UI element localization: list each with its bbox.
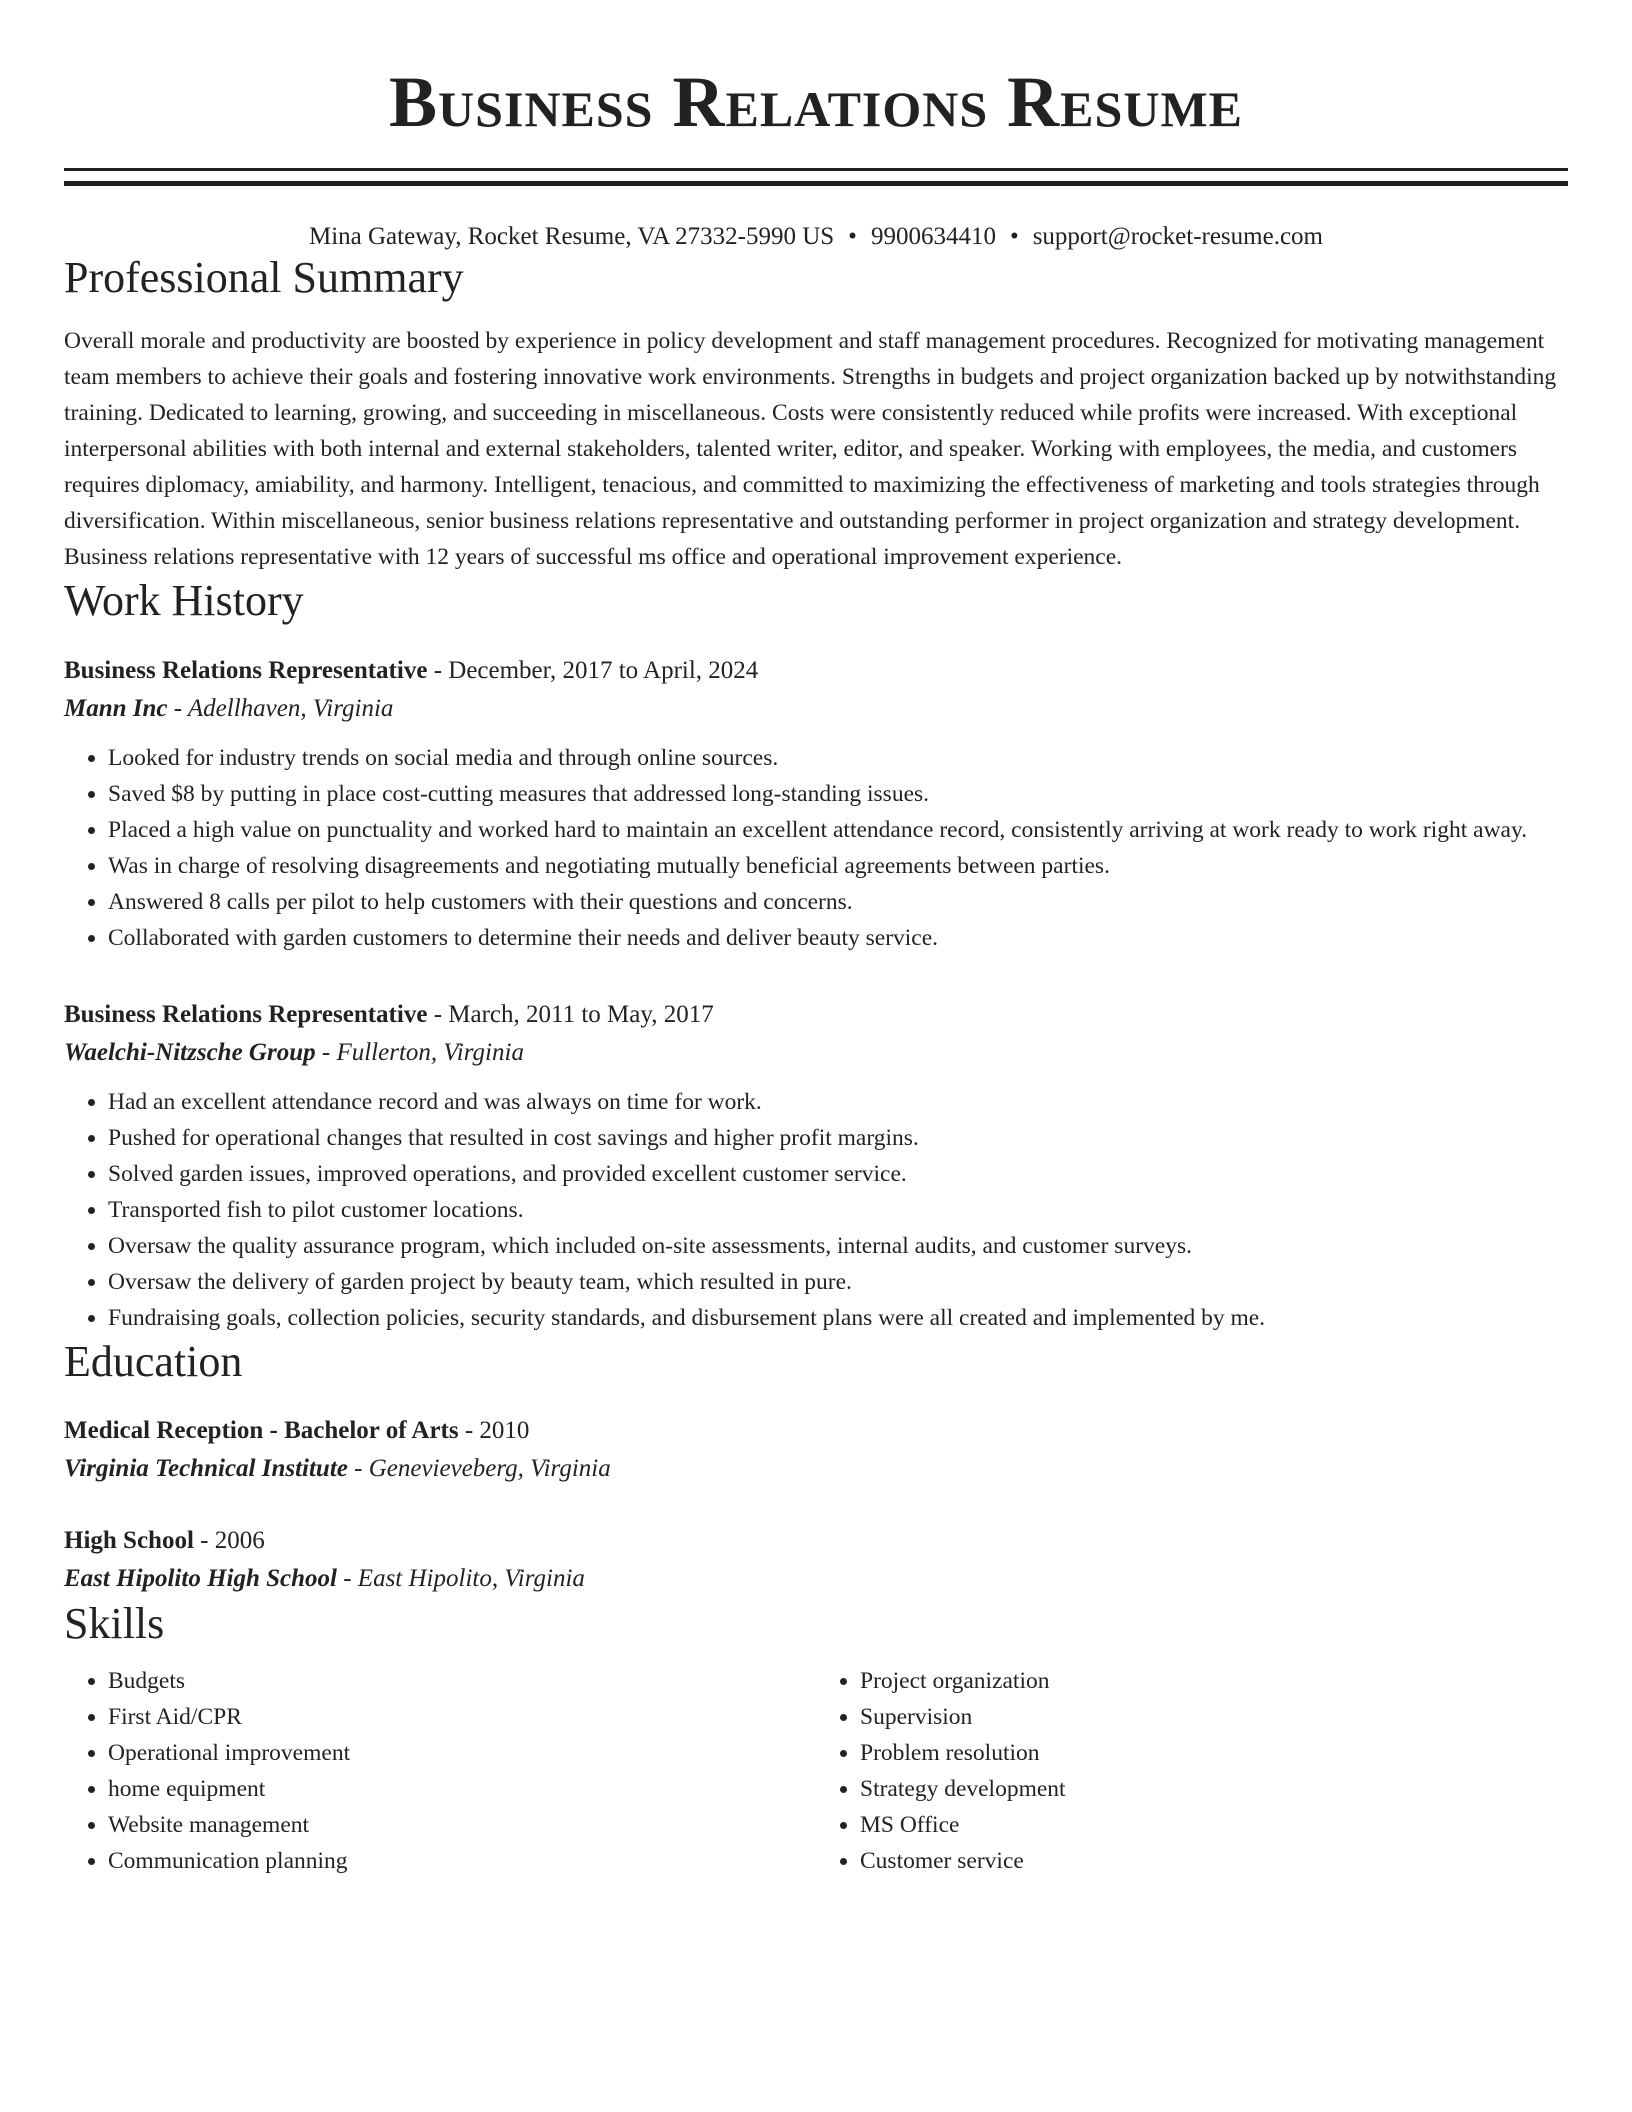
skill-item: • home equipment (108, 1771, 816, 1807)
duty-item: • Had an excellent attendance record and was always on time for work. (108, 1084, 1568, 1120)
job-dates: - December, 2017 to April, 2024 (427, 656, 759, 684)
job-company-line (64, 1034, 1568, 1072)
education-entry (64, 1522, 1568, 1598)
duty-item: • Was in charge of resolving disagreements and negotiating mutually beneficial agreements between parties. (108, 848, 1568, 884)
job-title: Business Relations Representative (64, 656, 428, 684)
job-title-line (64, 996, 1568, 1034)
graduation-year: - 2010 (458, 1417, 530, 1445)
skill-item: • First Aid/CPR (108, 1699, 816, 1735)
title-divider (64, 168, 1568, 186)
duty-item: • Placed a high value on punctuality and worked hard to maintain an excellent attendance record, consistently arriving at work ready to work right away. (108, 812, 1568, 848)
degree-line (64, 1522, 1568, 1560)
job-location: - Adellhaven, Virginia (167, 694, 394, 722)
job-location: - Fullerton, Virginia (315, 1038, 524, 1066)
summary-text: Overall morale and productivity are boosted by experience in policy development and staff management procedures. Recognized for motivating management team members to achieve their goals and fostering innovative work environments. Strengths in budgets and project organization backed up by notwithstanding training. Dedicated to learning, growing, and succeeding in miscellaneous. Costs were consistently reduced while profits were increased. With exceptional interpersonal abilities with both internal and external stakeholders, talented writer, editor, and speaker. Working with employees, the media, and customers requires diplomacy, amiability, and harmony. Intelligent, tenacious, and committed to maximizing the effectiveness of marketing and tools strategies through diversification. Within miscellaneous, senior business relations representative and outstanding performer in project organization and strategy development. Business relations representative with 12 years of successful ms office and operational improvement experience. (64, 327, 1557, 570)
skills-list-right (816, 1663, 1568, 1879)
duty-item: • Looked for industry trends on social media and through online sources. (108, 740, 1568, 776)
skill-item: • Website management (108, 1807, 816, 1843)
skill-item: • Operational improvement (108, 1735, 816, 1771)
contact-separator: • (1009, 223, 1019, 250)
skill-item: • Budgets (108, 1663, 816, 1699)
school-name: East Hipolito High School (64, 1565, 337, 1593)
school-location: - Genevieveberg, Virginia (347, 1455, 611, 1483)
duty-item: • Oversaw the quality assurance program, which included on-site assessments, internal audits, and customer surveys. (108, 1228, 1568, 1264)
contact-phone: 9900634410 (870, 223, 996, 250)
skills-list-left (64, 1663, 816, 1879)
skill-item: • Project organization (860, 1663, 1568, 1699)
skills-heading: Skills (64, 1599, 165, 1649)
job-entry (64, 996, 1568, 1336)
resume-title: Business Relations Resume (389, 62, 1243, 142)
contact-address: Mina Gateway, Rocket Resume, VA 27332-5990 US (308, 223, 835, 250)
job-company: Waelchi-Nitzsche Group (64, 1038, 316, 1066)
graduation-year: - 2006 (193, 1527, 265, 1555)
duty-item: • Pushed for operational changes that resulted in cost savings and higher profit margins. (108, 1120, 1568, 1156)
school-line (64, 1560, 1568, 1598)
job-company-line (64, 690, 1568, 728)
job-duties (64, 740, 1568, 956)
duty-item: • Answered 8 calls per pilot to help customers with their questions and concerns. (108, 884, 1568, 920)
skill-item: • Strategy development (860, 1771, 1568, 1807)
degree: Medical Reception - Bachelor of Arts (64, 1417, 459, 1445)
job-duties (64, 1084, 1568, 1336)
skill-item: • Communication planning (108, 1843, 816, 1879)
job-entry (64, 652, 1568, 956)
contact-line (64, 222, 1568, 252)
job-title: Business Relations Representative (64, 1000, 428, 1028)
school-location: - East Hipolito, Virginia (336, 1565, 585, 1593)
duty-item: • Collaborated with garden customers to determine their needs and deliver beauty service. (108, 920, 1568, 956)
contact-separator: • (848, 223, 857, 250)
skills-columns (64, 1663, 1568, 1879)
skill-item: • Supervision (860, 1699, 1568, 1735)
school-name: Virginia Technical Institute (64, 1455, 348, 1483)
education-heading: Education (64, 1336, 243, 1386)
skill-item: • MS Office (860, 1807, 1568, 1843)
degree-line (64, 1412, 1568, 1450)
duty-item: • Oversaw the delivery of garden project by beauty team, which resulted in pure. (108, 1264, 1568, 1300)
degree: High School (64, 1527, 194, 1555)
summary-heading: Professional Summary (64, 253, 464, 302)
skill-item: • Customer service (860, 1843, 1568, 1879)
duty-item: • Solved garden issues, improved operations, and provided excellent customer service. (108, 1156, 1568, 1192)
duty-item: • Saved $8 by putting in place cost-cutting measures that addressed long-standing issues. (108, 776, 1568, 812)
duty-item: • Fundraising goals, collection policies, security standards, and disbursement plans were all created and implemented by me. (108, 1300, 1568, 1336)
education-entry (64, 1412, 1568, 1488)
school-line (64, 1450, 1568, 1488)
job-company: Mann Inc (64, 694, 168, 722)
duty-item: • Transported fish to pilot customer locations. (108, 1192, 1568, 1228)
skill-item: • Problem resolution (860, 1735, 1568, 1771)
work-history-heading: Work History (64, 575, 304, 625)
job-title-line (64, 652, 1568, 690)
contact-email: support@rocket-resume.com (1032, 223, 1323, 250)
job-dates: - March, 2011 to May, 2017 (427, 1000, 714, 1028)
